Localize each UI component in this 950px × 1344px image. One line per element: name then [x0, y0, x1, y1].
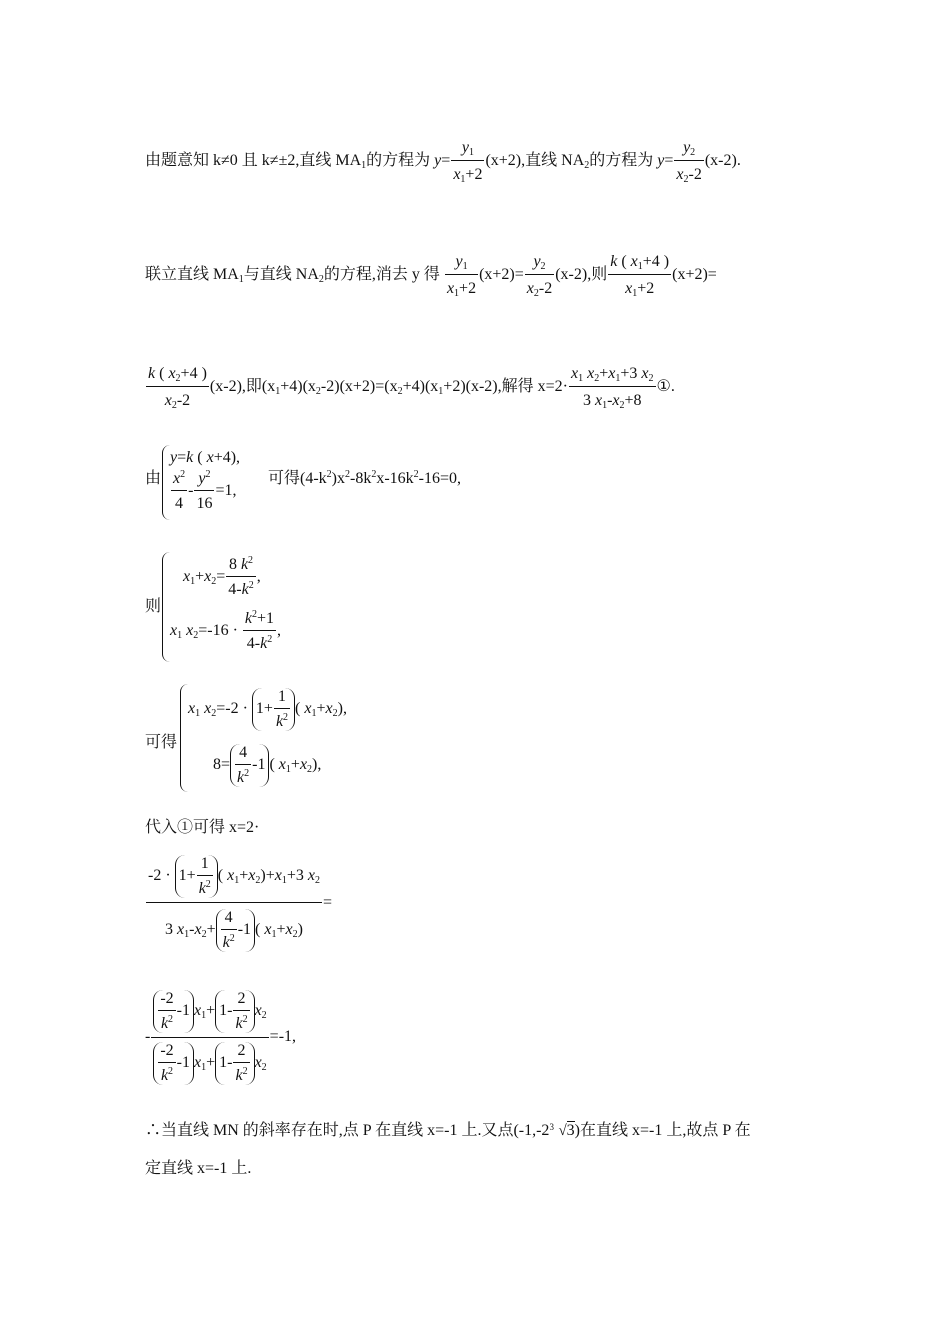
p1-text-1: 由题意知	[145, 152, 210, 170]
paragraph-1: 由题意知 k≠0 且 k≠±2,直线 $MA_1$的方程为 y= $\frac{y_1}{x_1+2}$ (x+2),直线 $NA_2$的方程为 y= $\frac{y_2}{x_2-2}$ (x-2).	[145, 139, 741, 185]
fraction-y2-x2minus2: $\frac{y_2}{x_2-2}$	[676, 139, 702, 185]
p2-text-3: 的方程,消去 y 得	[323, 266, 440, 284]
conclusion-line-2: 定直线 x=-1 上.	[145, 1160, 252, 1177]
fraction-y1-x1plus2: $\frac{y_1}{x_1+2}$	[453, 139, 483, 185]
p3-text-1: (x-2),即(x	[209, 378, 276, 396]
p3-text-2: +4)(x	[280, 378, 316, 396]
system-1-row-2: $\frac{x^2}{4}$ - $\frac{y^2}{16}$ =1,	[173, 469, 237, 512]
system-2-label: 则	[145, 598, 162, 615]
system-3-row-2: 8= $\frac{4}{k^2}$ -1 ( $x_1+x_2$),	[213, 744, 322, 786]
p1-text-4: (x+2),直线 NA	[485, 152, 585, 170]
conclusion-text-1: ∴当直线 MN 的斜率存在时,点 P 在直线 x=-1 上.又点(-1,-2	[145, 1122, 550, 1139]
system-3-row-1: $x_1$ $x_2=-2 \cdot 1+$ $\frac{1}{k^2}$ ( $x_1+x_2$),	[188, 688, 347, 730]
conclusion-line-1	[145, 1121, 751, 1141]
p2-text-1: 联立直线 MA	[145, 266, 239, 284]
system-3-label: 可得	[145, 734, 178, 751]
p2-text-4: (x+2)=	[479, 266, 524, 284]
fraction-solution-x: $\frac{x_1 x_2+x_1+3 x_2}{3 x_1-x_2+8}$	[571, 365, 654, 411]
substitution-text: 代入①可得 x=2·	[145, 819, 260, 836]
p3-text-5: +2)(x-2),解得 x=2·	[443, 378, 568, 396]
p2-text-5: (x-2),则	[555, 266, 608, 284]
fraction-k-x2plus4: $\frac{k ( x_2+4 )}{x_2-2}$	[148, 365, 207, 411]
fraction-y1-x1plus2-b: $\frac{y_1}{x_1+2}$	[446, 253, 477, 299]
p3-text-4: +4)(x	[402, 378, 439, 396]
system-2-row-1: $x_1+x_2=$ $\frac{8 k^2}{4-k^2}$ ,	[183, 555, 261, 598]
system-2-row-2: $x_1$ $x_2=-16$ · $\frac{k^2+1}{4-k^2}$ ,	[170, 609, 282, 652]
paragraph-3: $\frac{k ( x_2+4 )}{x_2-2}$ (x-2),即$(x_1+4)(x_2-2)(x+2)=(x_2+4)(x_1+2)(x-2)$,解得 x=2· $\frac{x_1 x_2+x_1+3 x_2}{3 x_1-x_2+8}$ ①.	[148, 365, 675, 411]
system-1-result: 可得$(4-k^2)x^2-8k^2x-16k^2-16=0$,	[268, 469, 462, 487]
p3-text-3: -2)(x+2)=(x	[320, 378, 398, 396]
p1-text-6: (x-2).	[704, 152, 741, 170]
conclusion-text-2: )在直线 x=-1 上,故点 P 在	[574, 1122, 751, 1139]
big-fraction-2: - $\frac{-2}{k^2}$ -1 $x_1+ 1-$ $\frac{2}{k^2}$ $x_2$ $\frac{-2}{k^2}$ -1 $x_1+ 1-$ $\frac{2}{k^2}$ $x_2$ =-1,	[145, 990, 297, 1084]
p3-text-6: ①.	[656, 378, 675, 396]
p1-text-5: 的方程为	[589, 152, 654, 170]
p1-text-2: k≠0 且 k≠±2,直线 MA	[213, 152, 362, 170]
p2-text-6: (x+2)=	[672, 266, 717, 284]
cube-root-3: 3 √3	[549, 1122, 575, 1139]
system-1-row-1: y=k ( x+4),	[170, 449, 241, 466]
big-fraction-1: -2 · 1+ $\frac{1}{k^2}$ ( $x_1+x_2)+x_1+3$ $x_2$ 3 $x_1-x_2+$ $\frac{4}{k^2}$ -1 ( $x_1+x_2$) =	[148, 855, 333, 951]
fraction-y2-x2minus2-b: $\frac{y_2}{x_2-2}$	[526, 253, 553, 299]
p2-text-2: 与直线 NA	[243, 266, 319, 284]
fraction-k-x1plus4: $\frac{k ( x_1+4 )}{x_1+2}$	[610, 253, 670, 299]
p1-text-3: 的方程为	[366, 152, 431, 170]
paragraph-2: 联立直线 $MA_1$与直线 $NA_2$的方程,消去 y 得 $\frac{y_1}{x_1+2}$ (x+2)= $\frac{y_2}{x_2-2}$ (x-2),则 $\frac{k ( x_1+4 )}{x_1+2}$ (x+2)=	[145, 253, 717, 299]
system-1-label: 由	[145, 470, 162, 487]
